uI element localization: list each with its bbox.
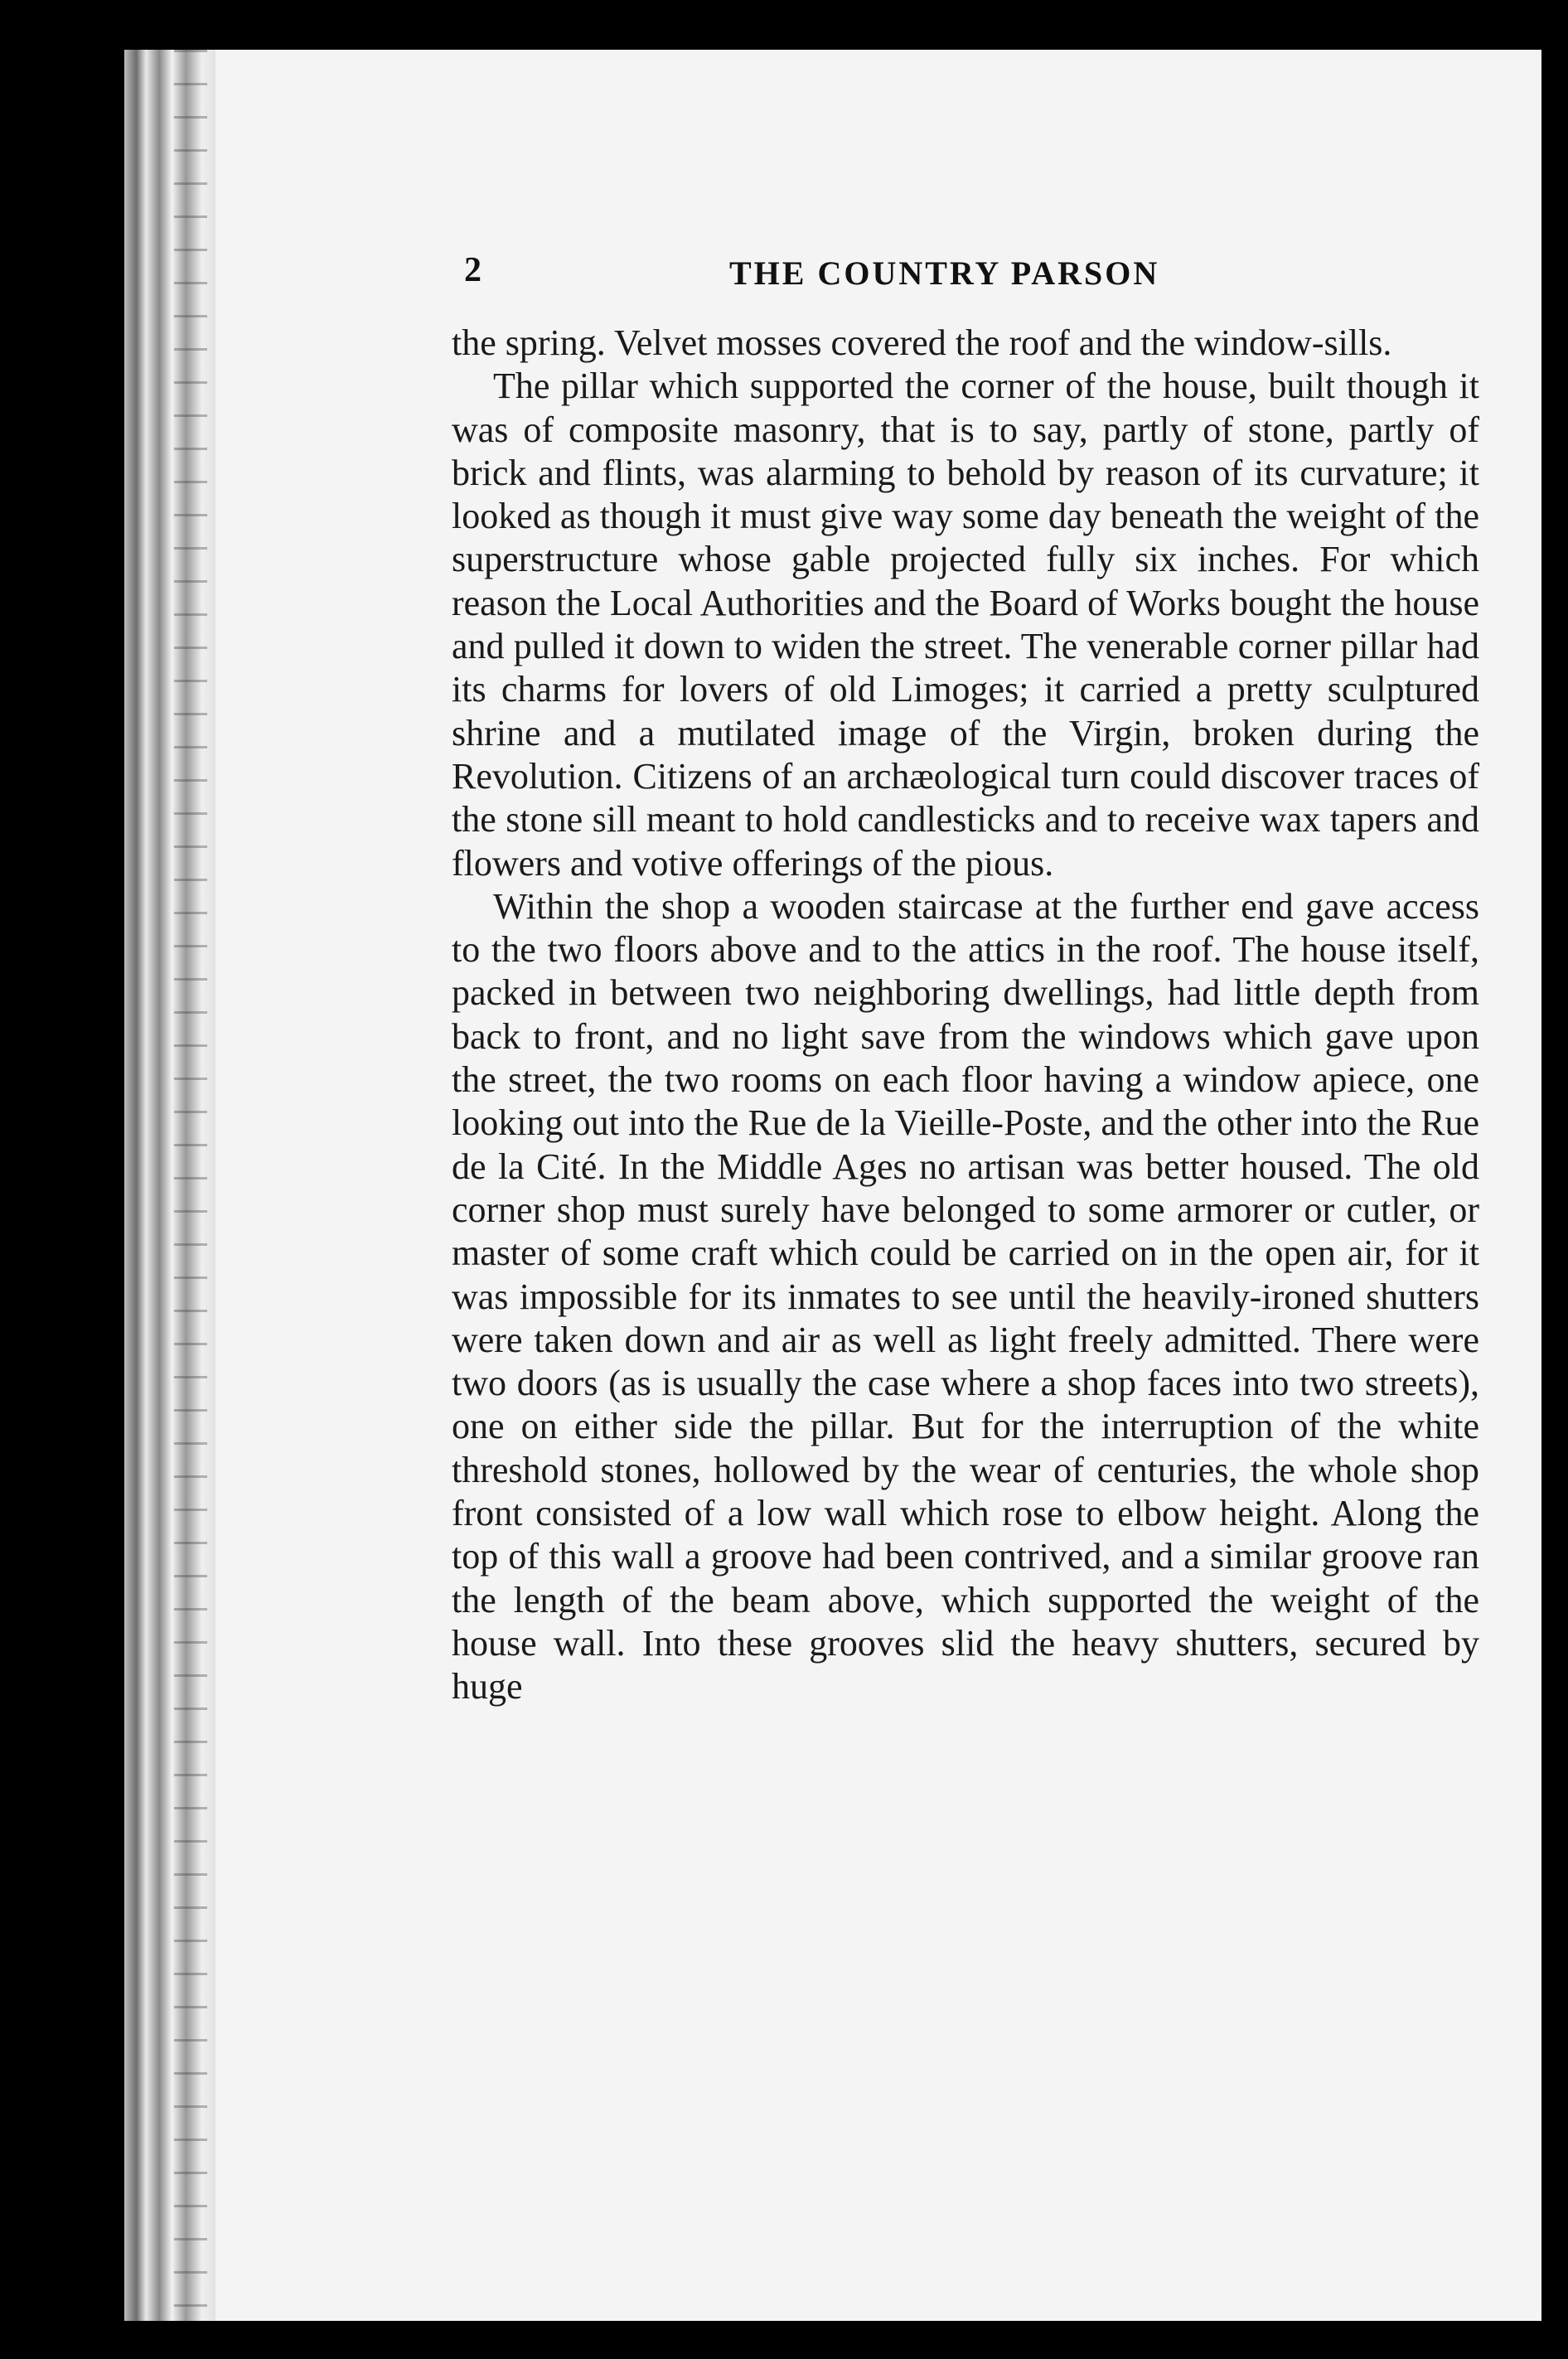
running-head: [464, 250, 1492, 300]
page-number: 2: [464, 251, 482, 289]
running-title: THE COUNTRY PARSON: [729, 254, 1160, 292]
body-text: [452, 322, 1479, 1709]
paragraph: Within the shop a wooden staircase at the further end gave access to the two floors above and to the attics in the roof. The house itself, packed in between two neighboring dwellings, had little depth from back to front, and no light save from the windows which gave upon the street, the two rooms on each floor having a window apiece, one looking out into the Rue de la Vieille-Poste, and the other into the Rue de la Cité. In the Middle Ages no artisan was better housed. The old corner shop must surely have belonged to some armorer or cutler, or master of some craft which could be carried on in the open air, for it was impossible for its inmates to see until the heavily-ironed shutters were taken down and air as well as light freely admitted. There were two doors (as is usually the case where a shop faces into two streets), one on either side the pillar. But for the interruption of the white threshold stones, hollowed by the wear of centuries, the whole shop front consisted of a low wall which rose to elbow height. Along the top of this wall a groove had been contrived, and a similar groove ran the length of the beam above, which supported the weight of the house wall. Into these grooves slid the heavy shutters, secured by huge: [452, 885, 1479, 1707]
paragraph: the spring. Velvet mosses covered the roof and the window-sills.: [452, 322, 1392, 363]
paragraph: The pillar which supported the corner of the house, built though it was of composite masonry, that is to say, partly of stone, partly of brick and flints, was alarming to behold by reason of its curvature; it looked as though it must give way some day beneath the weight of the superstructure whose gable projected fully six inches. For which reason the Local Authorities and the Board of Works bought the house and pulled it down to widen the street. The venerable corner pillar had its charms for lovers of old Limoges; it carried a pretty sculptured shrine and a mutilated image of the Virgin, broken during the Revolution. Citizens of an archæological turn could discover traces of the stone sill meant to hold candlesticks and to receive wax tapers and flowers and votive offerings of the pious.: [452, 366, 1479, 884]
binding-stitching: [174, 50, 207, 2321]
